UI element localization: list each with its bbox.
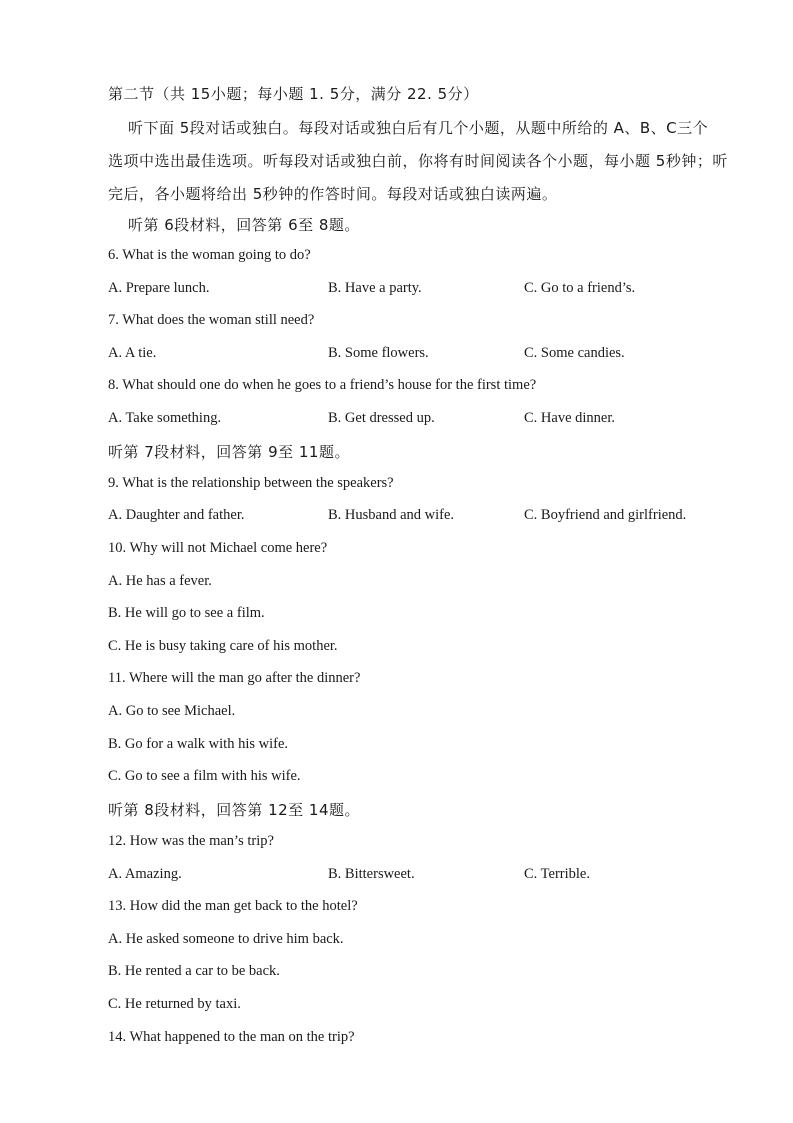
option-b: B. Some flowers.	[328, 345, 429, 361]
option-c: C. Terrible.	[524, 866, 590, 882]
option-a: A. Take something.	[108, 410, 222, 426]
option-a: A. He has a fever.	[108, 573, 212, 589]
option-b: B. Have a party.	[328, 280, 422, 296]
option-b: B. Husband and wife.	[328, 507, 455, 523]
instructions-line-2: 选项中选出最佳选项。听每段对话或独白前，你将有时间阅读各个小题，每小题 5秒钟；听	[108, 152, 728, 170]
question-text: 10. Why will not Michael come here?	[108, 540, 328, 556]
instructions-line-1: 听下面 5段对话或独白。每段对话或独白后有几个小题，从题中所给的 A、B、C三个	[128, 119, 709, 137]
option-a: A. Go to see Michael.	[108, 703, 236, 719]
option-c: C. Go to see a film with his wife.	[108, 768, 301, 784]
option-b: B. Get dressed up.	[328, 410, 435, 426]
option-a: A. He asked someone to drive him back.	[108, 931, 344, 947]
instructions-line-3: 完后，各小题将给出 5秒钟的作答时间。每段对话或独白读两遍。	[108, 185, 558, 203]
option-b: B. He rented a car to be back.	[108, 963, 280, 979]
option-a: A. Amazing.	[108, 866, 182, 882]
option-a: A. Prepare lunch.	[108, 280, 210, 296]
group-heading: 听第 7段材料，回答第 9至 11题。	[108, 443, 350, 461]
option-c: C. Have dinner.	[524, 410, 616, 426]
option-c: C. He returned by taxi.	[108, 996, 241, 1012]
section-title: 第二节（共 15小题；每小题 1. 5分，满分 22. 5分）	[108, 85, 479, 103]
option-a: A. Daughter and father.	[108, 507, 245, 523]
question-text: 8. What should one do when he goes to a friend’s house for the first time?	[108, 377, 537, 393]
group-heading: 听第 6段材料，回答第 6至 8题。	[128, 216, 360, 234]
option-b: B. Bittersweet.	[328, 866, 415, 882]
question-text: 13. How did the man get back to the hotel?	[108, 898, 358, 914]
question-text: 14. What happened to the man on the trip?	[108, 1029, 355, 1045]
option-c: C. Boyfriend and girlfriend.	[524, 507, 687, 523]
group-heading: 听第 8段材料，回答第 12至 14题。	[108, 801, 361, 819]
option-c: C. He is busy taking care of his mother.	[108, 638, 338, 654]
question-text: 6. What is the woman going to do?	[108, 247, 311, 263]
option-c: C. Go to a friend’s.	[524, 280, 636, 296]
option-c: C. Some candies.	[524, 345, 625, 361]
question-text: 12. How was the man’s trip?	[108, 833, 274, 849]
option-b: B. He will go to see a film.	[108, 605, 265, 621]
question-text: 9. What is the relationship between the speakers?	[108, 475, 394, 491]
option-b: B. Go for a walk with his wife.	[108, 736, 289, 752]
option-a: A. A tie.	[108, 345, 157, 361]
question-text: 7. What does the woman still need?	[108, 312, 315, 328]
question-text: 11. Where will the man go after the dinner?	[108, 670, 361, 686]
